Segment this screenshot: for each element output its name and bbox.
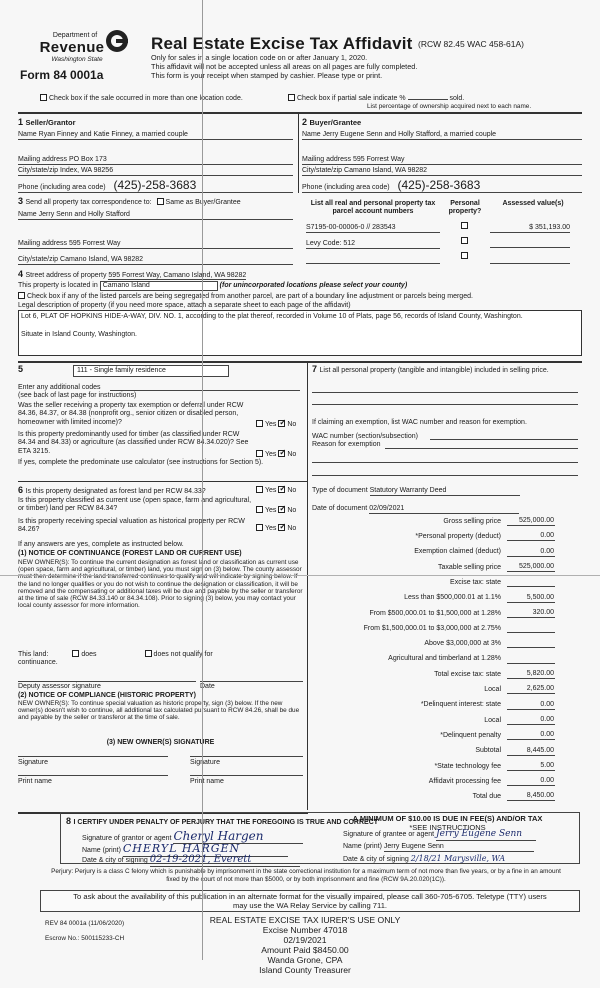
doc-date-row: Date of document 02/09/2021 <box>312 505 519 514</box>
sec6-q1-answer[interactable]: Yes ✓ No <box>256 486 296 495</box>
personal-col-header: Personal property? <box>448 200 482 216</box>
perjury-statement: Perjury: Perjury is a class C felony which is punishable by imprisonment in the state correctional institution for a maximum term of not more than five years, or by a fine in an amount fixed by the court of not more than $5000, or by both imprisonment and fine (RCW 9A.20.020(1C)). <box>51 868 561 883</box>
segregated-label: Check box if any of the listed parcels are being segregated from another parcel, are part of a boundary line adjustment or parcels being merged. <box>27 293 473 300</box>
tax-row <box>315 655 555 664</box>
sec5-q2-answer[interactable]: Yes ✓ No <box>256 450 296 459</box>
tax-row-label: Total due <box>472 793 501 801</box>
tax-row-label: *Delinquent interest: state <box>420 701 501 709</box>
grantee-date-city[interactable]: 2/18/21 Marysville, WA <box>411 854 536 864</box>
tax-row-value[interactable]: 320.00 <box>507 609 555 618</box>
seller-phone-row: Phone (including area code) (425)-258-3683 <box>18 178 293 193</box>
wac-number-label: WAC number (section/subsection) <box>312 433 418 440</box>
tax-row-value[interactable]: 0.00 <box>507 716 555 725</box>
sec5-number: 5 <box>18 364 24 374</box>
buyer-phone-row: Phone (including area code) (425)-258-3683 <box>302 178 582 193</box>
continuance-heading: (1) NOTICE OF CONTINUANCE (FOREST LAND OR CURRENT USE) <box>18 550 242 557</box>
sec3-mail[interactable]: 595 Forrest Way <box>68 240 121 247</box>
seller-phone[interactable]: (425)-258-3683 <box>113 178 197 192</box>
tax-row-label: Local <box>484 686 501 694</box>
assessed-col-header: Assessed value(s) <box>502 200 564 207</box>
tax-row <box>315 609 555 618</box>
levy-code[interactable]: Levy Code: 512 <box>306 240 440 249</box>
tax-row-value[interactable]: 5.00 <box>507 762 555 771</box>
buyer-phone[interactable]: (425)-258-3683 <box>397 178 481 192</box>
sec3-heading: 3 Send all property tax correspondence to: Same as Buyer/Grantee <box>18 196 241 206</box>
grantee-signature[interactable]: Jerry Eugene Senn <box>436 829 536 841</box>
does-not-checkbox[interactable] <box>145 650 152 657</box>
grantor-signature[interactable]: Cheryl Hargen <box>173 829 303 844</box>
personal-property-checkbox-1[interactable] <box>461 222 468 229</box>
tax-row-label: *State technology fee <box>434 762 501 770</box>
does-checkbox[interactable] <box>72 650 79 657</box>
checkbox[interactable] <box>288 94 295 101</box>
tax-row-value[interactable]: 8,450.00 <box>507 792 555 801</box>
tax-row <box>315 685 555 694</box>
tax-row <box>315 532 555 541</box>
this-land-row: This land: does does not qualify for <box>18 651 213 658</box>
stamp-line: Excise Number 47018 <box>262 925 348 936</box>
tax-row-label: Subtotal <box>475 747 501 755</box>
sec3-city[interactable]: Camano Island, WA 98282 <box>60 256 144 263</box>
seller-name[interactable]: Ryan Finney and Katie Finney, a married couple <box>38 131 188 138</box>
header-line3: This form is your receipt when stamped by cashier. Please type or print. <box>151 71 383 80</box>
certify-heading: 8 I CERTIFY UNDER PENALTY OF PERJURY THAT THE FOREGOING IS TRUE AND CORRECT <box>66 816 379 826</box>
tax-row-label: From $500,000.01 to $1,500,000 at 1.28% <box>369 609 501 617</box>
grantor-print-name[interactable]: CHERYL HARGEN <box>123 843 288 857</box>
wac-claim-label: If claiming an exemption, list WAC number and reason for exemption. <box>312 419 527 426</box>
sec6-q3-answer[interactable]: Yes ✓ No <box>256 524 296 533</box>
sec3-name[interactable]: Jerry Senn and Holly Stafford <box>38 211 130 218</box>
grantee-sig-row: Signature of grantee or agent Jerry Eugene Senn <box>343 829 578 841</box>
sec6-q1: 6 Is this property designated as forest land per RCW 84.33? <box>18 485 206 495</box>
tax-row <box>315 762 555 771</box>
stamp-line: Amount Paid $8450.00 <box>261 945 349 956</box>
tax-row-value[interactable] <box>507 578 555 587</box>
tax-row-value[interactable] <box>507 624 555 633</box>
accessibility-notice: To ask about the availability of this publication in an alternate format for the visually impaired, please call 360-705-6705. Teletype (TTY) users may use the WA Relay Service by calling 711. <box>40 890 580 912</box>
assessed-value[interactable]: $ 351,193.00 <box>490 224 570 233</box>
tax-row-label: *Delinquent penalty <box>440 731 501 739</box>
parcel-number[interactable]: S7195-00-00006-0 // 283543 <box>306 224 440 233</box>
sec6-q2-answer[interactable]: Yes ✓ No <box>256 506 296 515</box>
land-use-code[interactable]: 111 - Single family residence <box>73 365 229 377</box>
checkbox[interactable] <box>18 292 25 299</box>
tax-row <box>315 594 555 603</box>
tax-row-value[interactable]: 525,000.00 <box>507 563 555 572</box>
buyer-heading: 2 Buyer/Grantee <box>302 117 362 127</box>
tax-row <box>315 670 555 679</box>
owner-signature-label: Signature <box>18 759 48 766</box>
stamp-line: Wanda Grone, CPA <box>267 955 343 966</box>
additional-codes-label: Enter any additional codes <box>18 384 101 391</box>
grantor-sig-row: Signature of grantor or agent Cheryl Hargen <box>82 829 334 844</box>
seller-heading: 1 Seller/Grantor <box>18 117 76 127</box>
stamp-line: REAL ESTATE EXCISE TAX IURER'S USE ONLY <box>209 915 401 925</box>
header-line1: Only for sales in a single location code on or after January 1, 2020. <box>151 53 368 62</box>
tax-row-label: From $1,500,000.01 to $3,000,000 at 2.75% <box>363 624 501 632</box>
sec6-q2-no-checkbox[interactable] <box>278 506 285 513</box>
tax-row <box>315 777 555 786</box>
tax-row <box>315 517 555 526</box>
tax-row-label: Local <box>484 716 501 724</box>
tax-row-label: Above $3,000,000 at 3% <box>424 640 501 648</box>
grantor-date-row: Date & city of signing 02-19-2021, Everett <box>82 854 334 867</box>
minimum-notice: A MINIMUM OF $10.00 IS DUE IN FEE(S) AND/OR TAX <box>352 814 543 823</box>
continuance-body: NEW OWNER(S): To continue the current designation as forest land or classification as current use (open space, farm and agricultural, or timber) land, you must sign on (3) below. The county assessor must then determine if the land transferred continues to qualify and will indicate by signing below. If the land no longer qualifies or you do not wish to continue the designation or classification, it will be removed and the compensating or additional taxes will be due and payable by the seller or transferor at the time of sale (RCW 84.33.140 or 84.34.108). Prior to signing (3) below, you may contact your local county assessor for more information. <box>18 559 303 610</box>
buyer-mail[interactable]: 595 Forrest Way <box>352 156 405 163</box>
legal-description-box[interactable] <box>18 310 582 356</box>
new-owner-heading: (3) NEW OWNER(S) SIGNATURE <box>106 739 215 746</box>
tax-row-label: Excise tax: state <box>450 578 501 586</box>
tax-row <box>315 563 555 572</box>
checkbox[interactable] <box>40 94 47 101</box>
tax-row-value[interactable]: 0.00 <box>507 777 555 786</box>
dept-label: Department of <box>52 32 98 39</box>
tax-row-value[interactable] <box>507 639 555 648</box>
legal-line-1: Lot 6, PLAT OF HOPKINS HIDE-A-WAY, DIV. NO. 1, according to the plat thereof, recorded in Volume 10 of Plats, page 56, records of Island County, Washington. <box>21 313 523 320</box>
tax-row <box>315 747 555 756</box>
rcw-ref: (RCW 82.45 WAC 458-61A) <box>418 39 524 49</box>
sec5-q1: Was the seller receiving a property tax exemption or deferral under RCW 84.36, 84.37, or 84.38 (nonprofit org., senior citizen or disabled person, homeowner with limited income)? <box>18 402 244 426</box>
owner-print-label-2: Print name <box>190 778 224 785</box>
grantee-print-name[interactable]: Jerry Eugene Senn <box>384 843 534 852</box>
tax-row <box>315 731 555 740</box>
tax-row-label: Agricultural and timberland at 1.28% <box>388 655 501 663</box>
grantee-print-row: Name (print) Jerry Eugene Senn <box>343 843 578 852</box>
tax-row-value[interactable]: 0.00 <box>507 548 555 557</box>
personal-property-checkbox-3[interactable] <box>461 252 468 259</box>
sec6-if-yes: If any answers are yes, complete as instructed below. <box>18 541 184 548</box>
see-instructions: *SEE INSTRUCTIONS <box>409 823 486 832</box>
tax-row-label: *Personal property (deduct) <box>415 533 501 541</box>
tax-row-value[interactable]: 8,445.00 <box>507 747 555 756</box>
escrow-number: Escrow No.: 500115233-CH <box>45 935 125 942</box>
tax-row-label: Taxable selling price <box>437 563 501 571</box>
multi-location-check[interactable] <box>40 94 243 103</box>
historic-body: NEW OWNER(S): To continue special valuation as historic property, sign (3) below. If the new owner(s) doesn't wish to continue, all additional tax calculated pursuant to RCW 84.26, shall be due and payable by the seller or transferor at the time of sale. <box>18 700 300 722</box>
doc-type-row: Type of document Statutory Warranty Deed <box>312 487 520 496</box>
sec6-q3: Is this property receiving special valuation as historical property per RCW 84.26? <box>18 518 245 534</box>
tax-row-value[interactable]: 5,820.00 <box>507 670 555 679</box>
sec3-mail-row: Mailing address 595 Forrest Way <box>18 240 293 249</box>
form-header <box>18 22 583 88</box>
sec5-q2-note: If yes, complete the predominate use calculator (see instructions for Section 5). <box>18 459 264 466</box>
tax-row-value[interactable] <box>507 655 555 664</box>
stamp-line: 02/19/2021 <box>283 935 327 946</box>
tax-row-value[interactable]: 0.00 <box>507 731 555 740</box>
state-label: Washington State <box>51 56 103 63</box>
personal-property-checkbox-2[interactable] <box>461 237 468 244</box>
parcel-col-header: List all real and personal property tax parcel account numbers <box>310 200 436 216</box>
form-title: Real Estate Excise Tax Affidavit <box>151 34 413 53</box>
tax-row <box>315 716 555 725</box>
sec4-address-row: 4 Street address of property 595 Forrest Way, Camano Island, WA 98282 <box>18 269 247 279</box>
sec7-heading: 7 List all personal property (tangible and intangible) included in selling price. <box>312 364 549 374</box>
revenue-swirl-icon <box>106 30 128 52</box>
tax-row-value[interactable]: 525,000.00 <box>507 517 555 526</box>
header-line2: This affidavit will not be accepted unless all areas on all pages are fully completed. <box>151 62 418 71</box>
sec4-located-row: This property is located in Camano Island (for unincorporated locations please select your county) <box>18 281 407 291</box>
legal-label: Legal description of property (if you need more space, attach a separate sheet to each page of the affidavit) <box>18 302 351 309</box>
scan-artifact-line <box>202 0 203 960</box>
grantee-date-row: Date & city of signing 2/18/21 Marysville, WA <box>343 854 578 864</box>
revision-label: REV 84 0001a (11/06/2020) <box>45 920 125 927</box>
document-type[interactable]: Statutory Warranty Deed <box>370 487 520 496</box>
sec6-q2: Is this property classified as current use (open space, farm and agricultural, or timber) land per RCW 84.34? <box>18 497 252 513</box>
owner-signature-label-2: Signature <box>190 759 220 766</box>
property-address[interactable]: 595 Forrest Way, Camano Island, WA 98282 <box>108 272 247 279</box>
seller-city[interactable]: Index, WA 98256 <box>60 167 114 174</box>
same-as-buyer-checkbox[interactable] <box>157 198 164 205</box>
buyer-name-row: Name Jerry Eugene Senn and Holly Stafford, a married couple <box>302 131 582 140</box>
continuance-label: continuance. <box>18 659 58 666</box>
buyer-city-row: City/state/zip Camano Island, WA 98282 <box>302 167 582 176</box>
revenue-logo-text: Revenue <box>39 39 105 56</box>
seller-mail-row: Mailing address PO Box 173 <box>18 156 293 165</box>
grantor-print-row: Name (print) CHERYL HARGEN <box>82 843 334 857</box>
sec5-q2-no-checkbox[interactable] <box>278 450 285 457</box>
partial-sale-label: Check box if partial sale indicate % <box>297 95 406 102</box>
legal-line-2: Situate in Island County, Washington. <box>21 331 137 339</box>
deputy-date-label: Date <box>200 683 215 690</box>
tax-row <box>315 639 555 648</box>
partial-sale-check[interactable] <box>288 94 464 103</box>
seller-city-row: City/state/zip Index, WA 98256 <box>18 167 293 176</box>
additional-codes-note: (see back of last page for instructions) <box>18 392 137 399</box>
buyer-name[interactable]: Jerry Eugene Senn and Holly Stafford, a married couple <box>322 131 497 138</box>
tax-row-value[interactable]: 2,625.00 <box>507 685 555 694</box>
sec5-q1-answer[interactable]: Yes ✓ No <box>256 420 296 429</box>
form-number: Form 84 0001a <box>20 68 104 82</box>
tax-row-label: Gross selling price <box>443 517 501 525</box>
grantor-date-city[interactable]: 02-19-2021, Everett <box>150 854 300 867</box>
tax-row-label: Less than $500,000.01 at 1.1% <box>404 594 501 602</box>
deputy-signature-label: Deputy assessor signature <box>18 683 101 690</box>
seller-name-row: Name Ryan Finney and Katie Finney, a married couple <box>18 131 293 140</box>
scan-artifact-line <box>0 575 600 576</box>
tax-row-label: Exemption claimed (deduct) <box>414 548 501 556</box>
document-date[interactable]: 02/09/2021 <box>369 505 519 514</box>
location-select[interactable]: Camano Island <box>100 281 218 291</box>
tax-row-label: Total excise tax: state <box>434 670 501 678</box>
tax-row <box>315 548 555 557</box>
tax-row <box>315 701 555 710</box>
sec6-q3-no-checkbox[interactable] <box>278 524 285 531</box>
reason-label: Reason for exemption <box>312 441 381 448</box>
tax-row <box>315 792 555 801</box>
partial-note: List percentage of ownership acquired next to each name. <box>367 103 532 110</box>
segregated-check[interactable] <box>18 292 583 301</box>
tax-row-label: Affidavit processing fee <box>428 777 501 785</box>
sec3-name-row: Name Jerry Senn and Holly Stafford <box>18 211 293 220</box>
tax-row <box>315 578 555 587</box>
tax-row <box>315 624 555 633</box>
seller-mail[interactable]: PO Box 173 <box>68 156 107 163</box>
tax-row-value[interactable]: 0.00 <box>507 701 555 710</box>
buyer-city[interactable]: Camano Island, WA 98282 <box>344 167 428 174</box>
sold-label: sold. <box>449 95 465 102</box>
multi-location-label: Check box if the sale occurred in more than one location code. <box>49 95 243 102</box>
owner-print-label: Print name <box>18 778 52 785</box>
tax-row-value[interactable]: 0.00 <box>507 532 555 541</box>
buyer-mail-row: Mailing address 595 Forrest Way <box>302 156 582 165</box>
treasurer-stamp <box>195 915 415 975</box>
sec5-q1-no-checkbox[interactable] <box>278 420 285 427</box>
stamp-line: Island County Treasurer <box>259 965 351 976</box>
historic-heading: (2) NOTICE OF COMPLIANCE (HISTORIC PROPERTY) <box>18 692 196 699</box>
tax-row-value[interactable]: 5,500.00 <box>507 594 555 603</box>
sec6-q1-no-checkbox[interactable] <box>278 486 285 493</box>
sec5-q2: Is this property predominantly used for timber (as classified under RCW 84.34 and 84.33) or agriculture (as classified under RCW 84.34.020)? See ETA 3215. <box>18 431 249 455</box>
sec3-city-row: City/state/zip Camano Island, WA 98282 <box>18 256 293 265</box>
